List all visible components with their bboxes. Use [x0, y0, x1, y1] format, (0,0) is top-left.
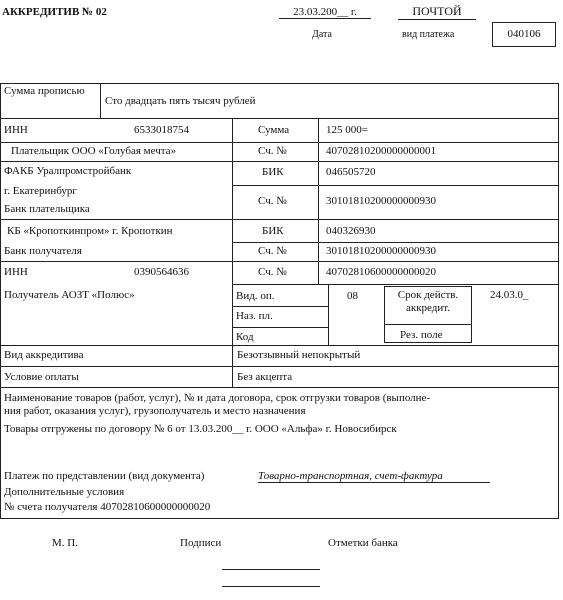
- payer-bank-account-value: 30101810200000000930: [326, 195, 436, 207]
- rule: [232, 327, 328, 328]
- bank-marks-label: Отметки банка: [328, 537, 398, 549]
- amount-words-label: Сумма прописью: [4, 85, 85, 97]
- sum-value: 125 000=: [326, 124, 368, 136]
- recipient-account-value: 40702810600000000020: [326, 266, 436, 278]
- payer-bank-name: ФАКБ Уралпромстройбанк: [4, 165, 132, 177]
- payer-bank-bik-value: 046505720: [326, 166, 376, 178]
- signature-line: [222, 586, 320, 587]
- document-title: АККРЕДИТИВ № 02: [2, 6, 107, 18]
- rule: [232, 185, 559, 186]
- rule: [232, 284, 559, 285]
- payment-condition-label: Условие оплаты: [4, 371, 79, 383]
- lc-type-label: Вид аккредитива: [4, 349, 84, 361]
- rule: [232, 118, 233, 387]
- payer-bank-city: г. Екатеринбург: [4, 185, 77, 197]
- goods-heading-line1: Наименование товаров (работ, услуг), № и дата договора, срок отгрузки товаров (выполне-: [4, 392, 431, 404]
- recipient-bank-name: КБ «Кропоткинпром» г. Кропоткин: [7, 225, 173, 237]
- rule: [0, 142, 559, 143]
- goods-text: Товары отгружены по договору № 6 от 13.03.200__ г. ООО «Альфа» г. Новосибирск: [4, 423, 397, 435]
- date-label: Дата: [312, 29, 332, 40]
- recipient-inn-label: ИНН: [4, 266, 28, 278]
- recipient-name: Получатель АОЗТ «Полюс»: [4, 289, 135, 301]
- rule: [0, 219, 559, 220]
- rule: [232, 306, 328, 307]
- payment-type-value: ПОЧТОЙ: [398, 4, 476, 20]
- recipient-bank-account-value: 30101810200000000930: [326, 245, 436, 257]
- op-type-label: Вид. оп.: [236, 290, 275, 302]
- payer-bank-caption: Банк плательщика: [4, 203, 90, 215]
- rule: [0, 161, 559, 162]
- payment-condition-value: Без акцепта: [237, 371, 293, 383]
- recipient-account-note: № счета получателя 40702810600000000020: [4, 501, 211, 513]
- rule: [328, 284, 329, 345]
- rule: [0, 345, 559, 346]
- payer-name: Плательщик ООО «Голубая мечта»: [11, 145, 177, 157]
- rule: [232, 242, 559, 243]
- payment-type-label: вид платежа: [402, 29, 455, 40]
- amount-words-value: Сто двадцать пять тысяч рублей: [105, 95, 256, 107]
- payer-inn-value: 6533018754: [134, 124, 189, 136]
- date-value: 23.03.200__ г.: [279, 6, 371, 19]
- payer-bank-account-label: Сч. №: [258, 195, 287, 207]
- goods-heading-line2: ния работ, оказания услуг), грузополучатель и место назначения: [4, 405, 306, 417]
- op-type-value: 08: [347, 290, 358, 302]
- purpose-label: Наз. пл.: [236, 310, 273, 322]
- payer-account-label: Сч. №: [258, 145, 287, 157]
- payment-basis-label: Платеж по представлении (вид документа): [4, 470, 205, 482]
- rule: [0, 387, 559, 388]
- signature-line: [222, 569, 320, 570]
- payment-basis-value: Товарно-транспортная, счет-фактура: [258, 470, 490, 483]
- recipient-bank-account-label: Сч. №: [258, 245, 287, 257]
- recipient-bank-bik-value: 040326930: [326, 225, 376, 237]
- rule: [0, 118, 559, 119]
- lc-type-value: Безотзывный непокрытый: [237, 349, 361, 361]
- payer-bank-bik-label: БИК: [262, 166, 284, 178]
- recipient-inn-value: 0390564636: [134, 266, 189, 278]
- rule: [0, 261, 559, 262]
- signatures-label: Подписи: [180, 537, 222, 549]
- rule: [0, 366, 559, 367]
- recipient-bank-bik-label: БИК: [262, 225, 284, 237]
- sum-label: Сумма: [258, 124, 290, 136]
- stamp-label: М. П.: [52, 537, 78, 549]
- form-code-box: 040106: [492, 22, 556, 47]
- code-label: Код: [236, 331, 254, 343]
- payer-account-value: 40702810200000000001: [326, 145, 436, 157]
- rule: [318, 118, 319, 284]
- payer-inn-label: ИНН: [4, 124, 28, 136]
- rule: [100, 83, 101, 118]
- validity-value: 24.03.0_: [490, 289, 529, 301]
- reserve-label: Рез. поле: [400, 329, 443, 341]
- validity-label: Срок действ. аккредит.: [397, 289, 459, 314]
- additional-conditions-label: Дополнительные условия: [4, 486, 125, 498]
- recipient-account-label: Сч. №: [258, 266, 287, 278]
- recipient-bank-caption: Банк получателя: [4, 245, 82, 257]
